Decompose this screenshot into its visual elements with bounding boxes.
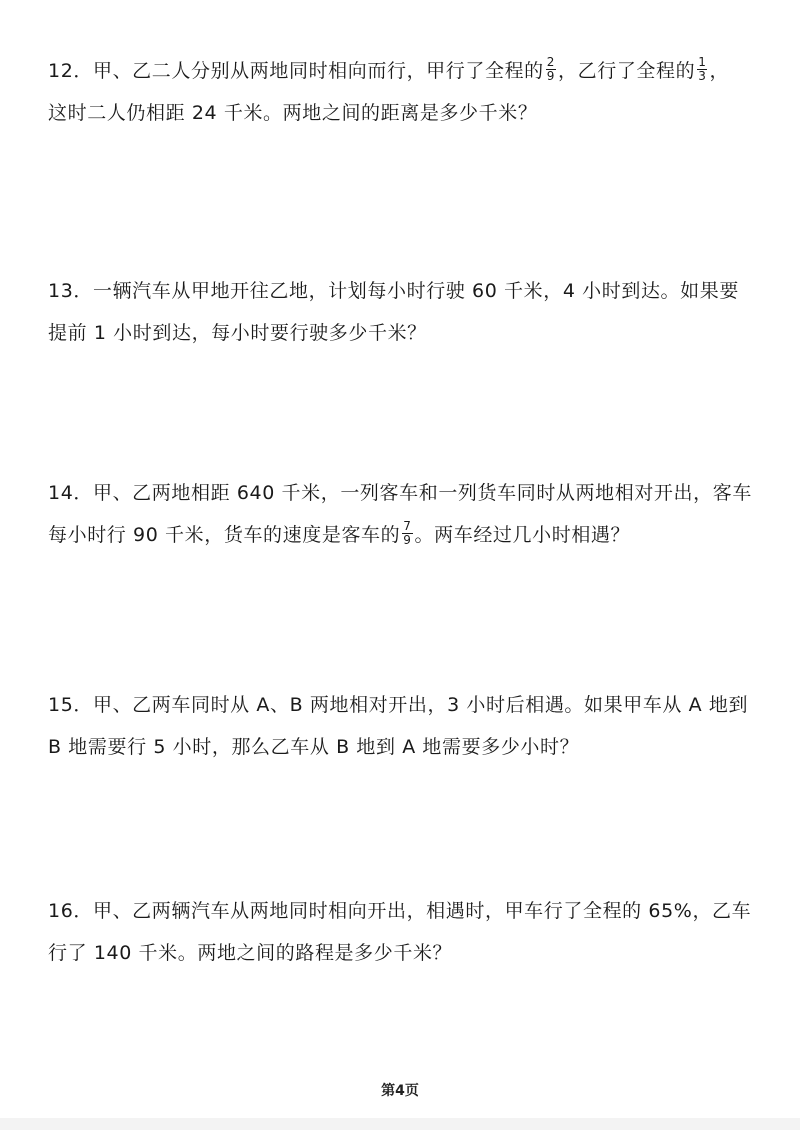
fraction-denominator: 9 <box>546 69 556 83</box>
problem-16 <box>48 890 760 974</box>
problem-12-text-a: 12．甲、乙二人分别从两地同时相向而行，甲行了全程的 <box>48 60 544 82</box>
fraction-numerator: 1 <box>698 55 707 69</box>
fraction-numerator: 2 <box>546 55 556 69</box>
problem-13 <box>48 270 760 354</box>
problem-14-text-a: 每小时行 90 千米，货车的速度是客车的 <box>48 524 401 546</box>
fraction-denominator: 3 <box>698 69 707 83</box>
problem-14-line-2 <box>48 514 760 556</box>
fraction-7-9 <box>402 520 412 547</box>
problem-12-line-2: 这时二人仍相距 24 千米。两地之间的距离是多少千米？ <box>48 102 538 124</box>
problem-15-line-1: 15．甲、乙两车同时从 A、B 两地相对开出，3 小时后相遇。如果甲车从 A 地到 <box>48 694 749 716</box>
problem-14 <box>48 472 760 556</box>
problem-16-line-2: 行了 140 千米。两地之间的路程是多少千米？ <box>48 942 453 964</box>
page-bottom-edge <box>0 1118 800 1130</box>
problem-12 <box>48 50 760 134</box>
problem-12-text-c: ， <box>709 60 730 82</box>
problem-13-line-1: 13．一辆汽车从甲地开往乙地，计划每小时行驶 60 千米，4 小时到达。如果要 <box>48 280 739 302</box>
problem-14-line-1: 14．甲、乙两地相距 640 千米，一列客车和一列货车同时从两地相对开出，客车 <box>48 482 752 504</box>
problem-12-text-b: ，乙行了全程的 <box>558 60 696 82</box>
problem-13-line-2: 提前 1 小时到达，每小时要行驶多少千米？ <box>48 322 427 344</box>
page-number: 第4页 <box>381 1083 419 1099</box>
problem-12-line-1 <box>48 50 760 92</box>
problem-15-line-2: B 地需要行 5 小时，那么乙车从 B 地到 A 地需要多少小时？ <box>48 736 580 758</box>
problem-14-text-b: 。两车经过几小时相遇？ <box>414 524 631 546</box>
fraction-numerator: 7 <box>403 519 412 533</box>
fraction-denominator: 9 <box>403 533 412 547</box>
fraction-1-3 <box>697 56 707 83</box>
problem-16-line-1: 16．甲、乙两辆汽车从两地同时相向开出，相遇时，甲车行了全程的 65%，乙车 <box>48 900 752 922</box>
fraction-2-9 <box>546 56 556 83</box>
problem-15 <box>48 684 760 768</box>
